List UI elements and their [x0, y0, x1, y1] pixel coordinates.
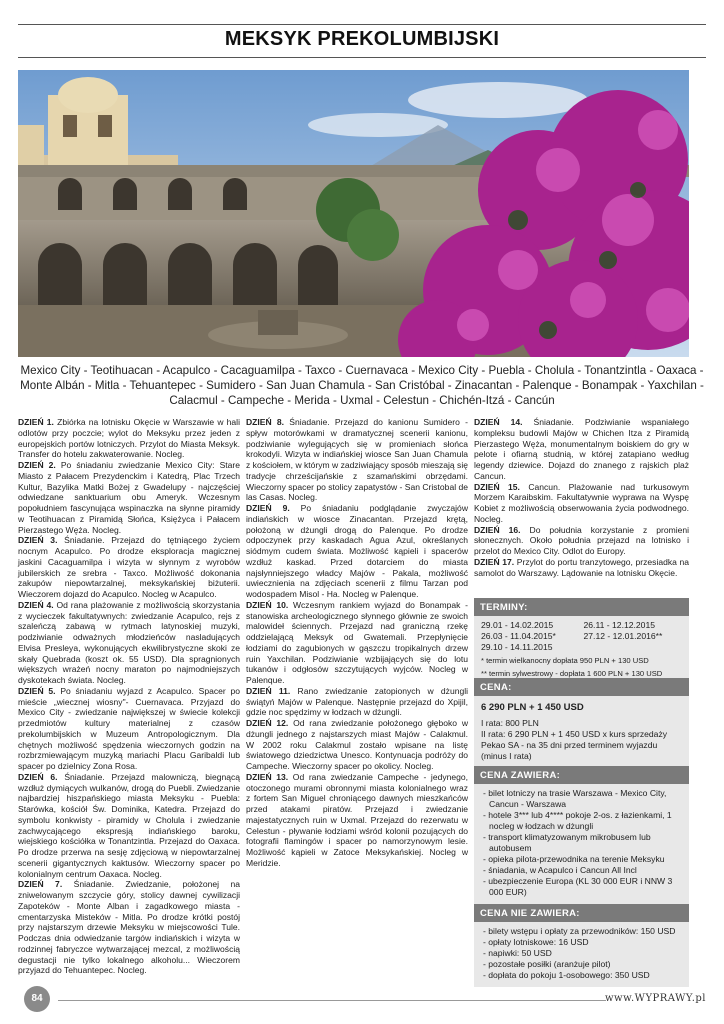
cena-box	[474, 678, 689, 768]
day-16	[474, 525, 689, 557]
day-6	[18, 772, 240, 880]
day-14	[474, 417, 689, 482]
day-label: DZIEŃ 12.	[246, 718, 289, 728]
page-title: MEKSYK PREKOLUMBIJSKI	[224, 28, 500, 50]
day-13	[246, 772, 468, 869]
itinerary-column-3	[474, 417, 689, 578]
title-rule-top	[18, 24, 706, 25]
list-item: - opieka pilota-przewodnika na terenie Meksyku	[483, 854, 665, 864]
terminy-header: TERMINY:	[474, 598, 689, 616]
terminy-dates	[481, 620, 682, 653]
list-item: - ubezpieczenie Europa (KL 30 000 EUR i NNW 3 000 EUR)	[483, 876, 673, 897]
date-item: 29.01 - 14.02.2015	[481, 620, 554, 630]
terminy-box	[474, 598, 689, 684]
day-label: DZIEŃ 15.	[474, 481, 520, 492]
day-label: DZIEŃ 5.	[18, 685, 56, 696]
price-main: 6 290 PLN + 1 450 USD	[481, 702, 584, 713]
day-text: Cancun. Plażowanie nad turkusowym Morzem Karaibskim. Fakultatywnie wyprawa na Wyspę Kobiet z możliwością obserwowania życia podwodnego. Nocleg.	[474, 481, 689, 524]
day-label: DZIEŃ 1.	[18, 417, 54, 427]
day-4	[18, 600, 240, 686]
terminy-note-newyear: ** termin sylwestrowy - dopłata 1 600 PLN + 130 USD	[481, 668, 663, 678]
day-text: Po śniadaniu wyjazd z Acapulco. Spacer po mieście „wiecznej wiosny"- Cuernavaca. Przyjazd do Mexico City - zwiedzanie największej w świecie kolekcji przedmiotów kultury materialnej z czasów prekolumbijskich w Muzeum Antropologicznym. Dla chętnych możliwość spędzenia wieczornych godzin na rozbrzmiewającym muzyką mariachi Placu Garibaldi lub spacer po dzielnicy Zona Rosa.	[18, 685, 240, 771]
day-3	[18, 535, 240, 600]
list-item: - bilet lotniczy na trasie Warszawa - Mexico City, Cancun - Warszawa	[483, 788, 667, 809]
day-text: Od rana zwiedzanie Campeche - jedynego, otoczonego murami obronnymi miasta kolonialnego wraz z fortem San Miguel chroniącego dawnych mieszkańców przed atakami piratów. Przejazd i zwiedzanie majestatycznych ruin w Uxmal. Przejazd do rezerwatu w Celestun - pływanie łodziami wśród kolonii pozujących do fotografii flamingów i spacer po namorzynowym lesie. Możliwość kąpieli w Zatoce Meksykańskiej. Nocleg w Meridzie.	[246, 771, 468, 868]
day-text: Przylot do portu tranzytowego, przesiadka na samolot do Warszawy. Lądowanie na lotnisku Okęcie.	[474, 556, 690, 578]
cena-nie-zawiera-header: CENA NIE ZAWIERA:	[474, 904, 689, 922]
date-item: 29.10 - 14.11.2015	[481, 642, 553, 652]
date-item: 26.03 - 11.04.2015*	[481, 631, 556, 641]
day-1	[18, 417, 240, 460]
day-text: Śniadanie. Przejazd do kanionu Sumidero - spływ motorówkami w dramatycznej scenerii kanionu, podziwianie wylegujących się w promieniach słońca krokodyli. Wizyta w indiańskiej wiosce San Juan Chamula z kościołem, w którym w zadziwiający sposób mieszają się tradycje chrześcijańskie z szamańskimi obrzędami. Wieczorny spacer po stolicy zapatystów - San Cristobal de las Casas. Nocleg.	[246, 417, 468, 503]
list-item: - hotele 3*** lub 4**** pokoje 2-os. z łazienkami, 1 nocleg w łodzach w dżungli	[483, 810, 672, 831]
date-item: 27.12 - 12.01.2016**	[583, 631, 663, 641]
day-text: Od rana zwiedzanie położonego głęboko w dżungli jednego z najstarszych miast Majów - Calakmul. W 2002 roku Calakmul zostało wpisane na listę światowego dziedzictwa Unesco. Kontynuacja podróży do Campeche. Wieczorny spacer po okolicy. Nocleg.	[246, 718, 468, 771]
day-text: Zbiórka na lotnisku Okęcie w Warszawie w hali odlotów przy poczcie; wylot do Meksyku przez jeden z europejskich portów lotniczych. Przylot do Miasta Meksyk. Transfer do hotelu zakwaterowanie. Nocleg.	[18, 417, 240, 460]
day-label: DZIEŃ 8.	[246, 417, 285, 427]
day-label: DZIEŃ 3.	[18, 535, 58, 546]
day-5	[18, 686, 240, 772]
day-label: DZIEŃ 6.	[18, 771, 58, 782]
day-12	[246, 718, 468, 772]
day-text: Śniadanie. Podziwianie wspaniałego kompleksu budowli Majów w Chichen Itza z Piramidą Pierzastego Węża, monumentalnym boiskiem do gry w pelote i ofiarną studnią, w której zatapiano według legendy dziewice. Dojazd do znanego z rajskich plaż Cancun.	[474, 417, 689, 481]
day-label: DZIEŃ 9.	[246, 503, 290, 513]
day-label: DZIEŃ 2.	[18, 460, 56, 470]
itinerary-column-1	[18, 417, 240, 976]
list-item: - napiwki: 50 USD	[483, 948, 552, 958]
day-label: DZIEŃ 11.	[246, 685, 291, 696]
day-label: DZIEŃ 7.	[18, 879, 63, 890]
list-item: - śniadania, w Acapulco i Cancun All Incl	[483, 865, 637, 875]
cena-header: CENA:	[474, 678, 689, 696]
day-label: DZIEŃ 14.	[474, 417, 523, 427]
list-item: - transport klimatyzowanym mikrobusem lub autobusem	[483, 832, 651, 853]
day-17	[474, 557, 689, 579]
day-text: Śniadanie. Przejazd malowniczą, biegnącą wzdłuż dymiących wulkanów, drogą do Puebli. Zwiedzanie najbardziej hiszpańskiego miasta Meksyku - Puebla: Starówka, kościół Św. Dominika, Katedra. Przejazd do symbolu konkwisty - piramidy w Cholula i zwiedzanie zachwycającego ekspresją indiańskiego baroku, wiejskiego kościółka w Tonantzintla. Przejazd do Oaxaca. Po drodze przerwa na sesję zdjęciową w niepowtarzalnej scenerii gigantycznych kaktusów. Wieczorny spacer po kolonialnym centrum Oaxaca. Nocleg.	[18, 771, 240, 879]
hero-photo	[18, 70, 689, 357]
title-rule-bottom	[18, 57, 706, 58]
day-15	[474, 482, 689, 525]
day-8	[246, 417, 468, 503]
terminy-note-easter: * termin wielkanocny dopłata 950 PLN + 130 USD	[481, 656, 649, 665]
day-text: Po śniadaniu podglądanie zwyczajów indiańskich w wiosce Zinacantan. Przejazd krętą, położoną w dżungli drogą do Palenque. Po drodze odpoczynek przy kaskadach Agua Azul, określanych siódmym cudem świata. Możliwość kąpieli i spacerów wzdłuż kaskad. Przed dotarciem do miasta najsłynniejszego władcy Majów - Pakala, możliwość uwiecznienia na zdjęciach scenerii z filmu Tarzan pod wodospadem Misol - Ha. Nocleg w Palenque.	[246, 503, 468, 599]
site-url: www.WYPRAWY.pl	[605, 993, 706, 1004]
route-description: Mexico City - Teotihuacan - Acapulco - Cacaguamilpa - Taxco - Cuernavaca - Mexico City - Puebla - Cholula - Tonantzintla - Oaxaca - Monte Albán - Mitla - Tehuantepec - Sumidero - San Juan Chamula - San Cristóbal - Zinacantan - Palenque - Bonampak - Yaxchilan - Calacmul - Campeche - Merida - Uxmal - Celestun - Chichén-Itzá - Cancún	[20, 364, 704, 408]
day-label: DZIEŃ 4.	[18, 599, 54, 610]
price-rata-1: I rata: 800 PLN	[481, 718, 539, 728]
day-text: Śniadanie. Zwiedzanie, położonej na zniwelowanym szczycie góry, stolicy dawnej cywilizacji Zapoteków - Monte Alban i zagadkowego miasta - cmentarzyska Misteków - Mitla. Po drodze krótki postój przy najstarszym drzewie Meksyku w miejscowości Tule. Podczas dnia odwiedzanie targów indiańskich i wizyta w rodzinnej fabryczce wytwarzającej mezcal, z możliwością degustacji nie tylko lokalnego alkoholu... Wieczorem przyjazd do Tehuantepec. Nocleg.	[18, 879, 240, 976]
cena-zawiera-box	[474, 766, 689, 904]
day-text: Śniadanie. Przejazd do tętniącego życiem nocnym Acapulco. Po drodze eksploracja magicznej jaskini Cacaguamilpa i wizyta w słynnym z wyrobów jubilerskich ze srebra - Taxco. Możliwość dokonania zakupów niepowtarzalnej, meksykańskiej biżuterii. Wieczorem dojazd do Acapulco. Nocleg w Acapulco.	[18, 535, 240, 599]
day-text: Do południa korzystanie z promieni słonecznych. Około południa przejazd na lotnisko i przelot do Mexico City. Odlot do Europy.	[474, 524, 689, 556]
list-item: - opłaty lotniskowe: 16 USD	[483, 937, 589, 947]
list-item: - bilety wstępu i opłaty za przewodników: 150 USD	[483, 926, 676, 936]
cena-zawiera-header: CENA ZAWIERA:	[474, 766, 689, 784]
day-label: DZIEŃ 17.	[474, 556, 515, 567]
day-label: DZIEŃ 10.	[246, 599, 289, 610]
day-text: Po śniadaniu zwiedzanie Mexico City: Stare Miasto z Pałacem Prezydenckim i Katedrą, Plac Trzech Kultur, Bazylika Matki Bożej z Gwadelupy - najczęściej odwiedzane sanktuarium obu Ameryk. Wczesnym popołudniem fascynująca wspinaczka na słynne piramidy w Teotihuacan z Piramidą Słońca, Księżyca i Pałacem Pierzastego Węża. Nocleg.	[18, 460, 240, 535]
day-7	[18, 879, 240, 976]
price-rata-2: II rata: 6 290 PLN + 1 450 USD x kurs sprzedaży Pekao SA - na 35 dni przed terminem wyjazdu (minus I rata)	[481, 729, 668, 761]
day-text: Rano zwiedzanie zatopionych w dżungli świątyń Majów w Palenque. Następnie przejazd do Xpijil, gdzie noc spędzimy w łodzach w dżungli.	[246, 685, 468, 718]
list-item: - pozostałe posiłki (aranżuje pilot)	[483, 959, 611, 969]
date-item	[584, 642, 683, 653]
footer-rule	[58, 1000, 606, 1001]
hero-photo-illustration	[18, 70, 689, 357]
day-label: DZIEŃ 16.	[474, 524, 521, 535]
day-11	[246, 686, 468, 718]
cena-nie-zawiera-box	[474, 904, 689, 987]
day-2	[18, 460, 240, 535]
day-9	[246, 503, 468, 600]
itinerary-column-2	[246, 417, 468, 869]
date-item: 26.11 - 12.12.2015	[583, 620, 656, 630]
day-text: Od rana plażowanie z możliwością skorzystania z wycieczek fakultatywnych: zwiedzanie Acapulco, rejs z szaleńczą zabawą w rytmach latynoskiej muzyki, podziwianie odważnych młodzieńców nasladujących Elvisa Presleya, wykonujących ekwilibrystyczne skoki ze skały Quebrada (koszt ok. 55 USD). Dla spragnionych większych wrażeń nocny maraton po najmodniejszych dyskotekach świata. Nocleg.	[18, 599, 240, 685]
day-text: Wczesnym rankiem wyjazd do Bonampak - stanowiska archeologicznego słynnego głównie ze swoich malowideł ściennych. Przejazd nad graniczną rzekę oddzielającą Meksyk od Gwatemali. Przepłynięcie łodziami do zagubionych w gąszczu tropikalnych drzew ruin Yaxchilan. Podziwianie wzbijających się do lotu tukanów i odgłosów szczytujących wyjców. Nocleg w Palenque.	[246, 599, 469, 685]
day-label: DZIEŃ 13.	[246, 771, 289, 782]
list-item: - dopłata do pokoju 1-osobowego: 350 USD	[483, 970, 650, 980]
day-10	[246, 600, 468, 686]
page-number: 84	[24, 986, 50, 1012]
